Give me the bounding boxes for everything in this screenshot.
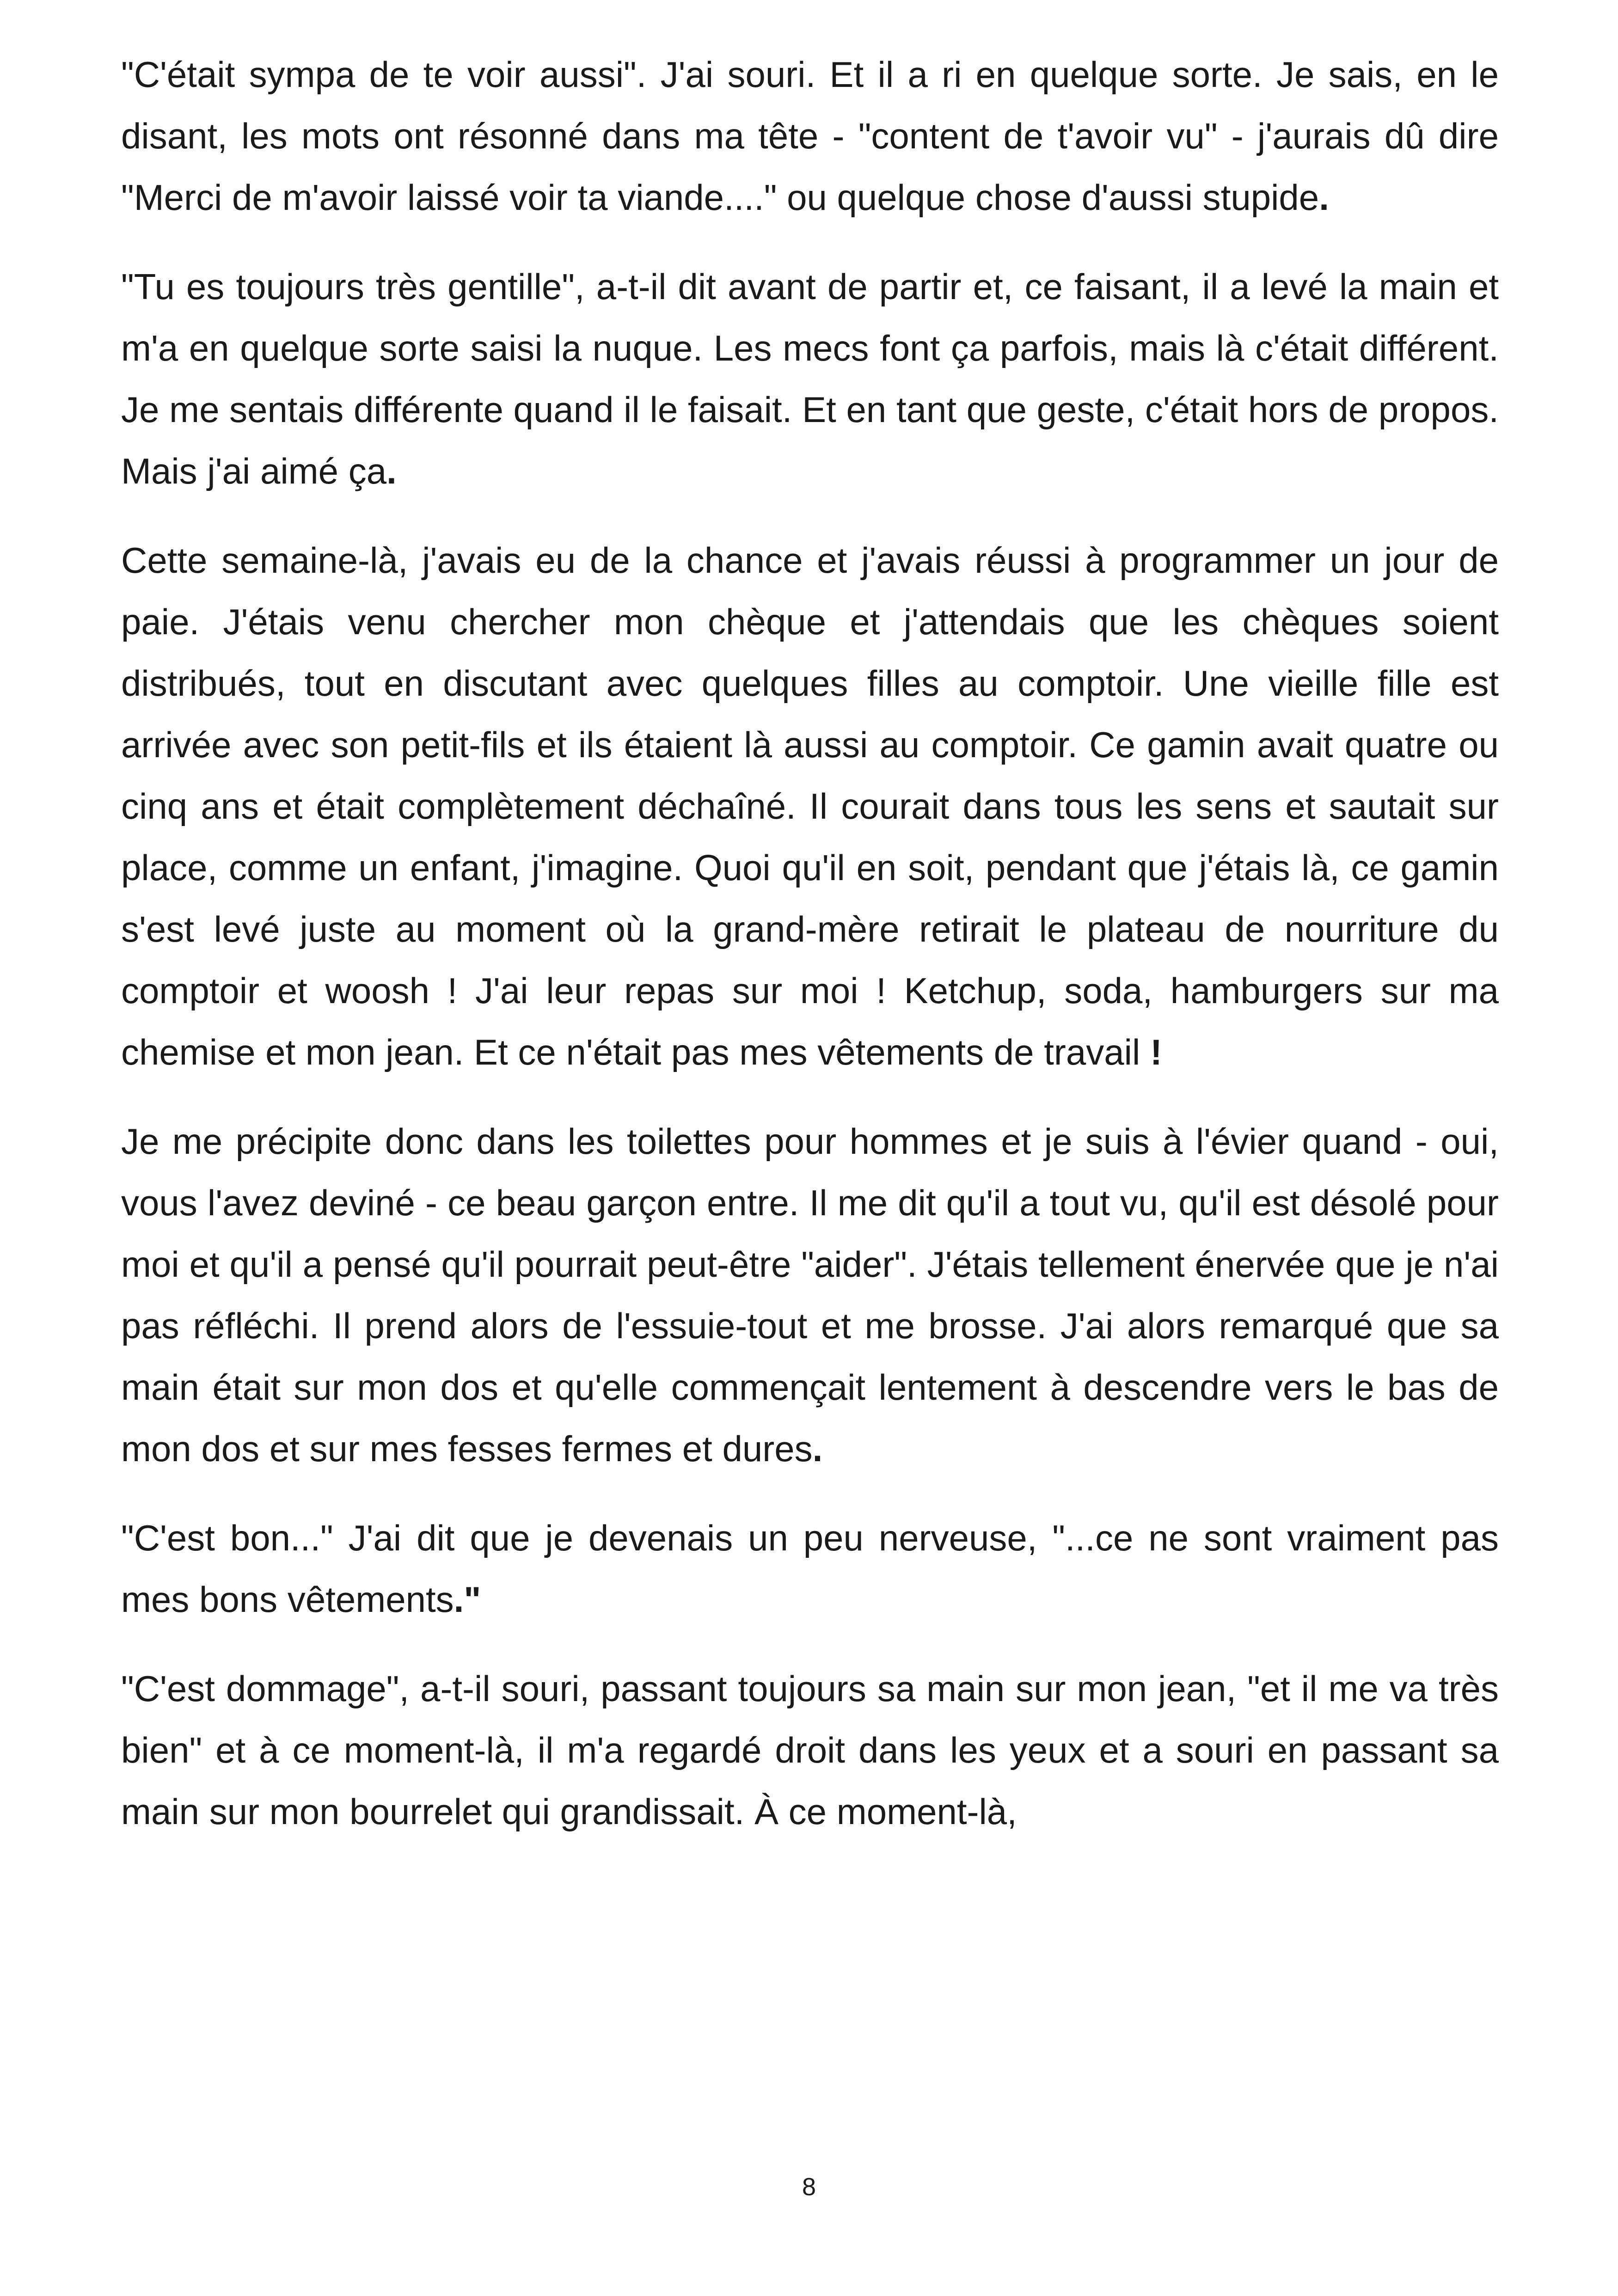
paragraph-1 (121, 44, 1499, 228)
paragraph-3 (121, 530, 1499, 1083)
paragraph-1-text: "C'était sympa de te voir aussi". J'ai souri. Et il a ri en quelque sorte. Je sais, en le disant, les mots ont résonné dans ma tête - "content de t'avoir vu" - j'aurais dû dire "Merci de m'avoir laissé voir ta viande...." ou quelque chose d'aussi stupide (121, 54, 1499, 218)
paragraph-3-end: ! (1150, 1032, 1162, 1072)
paragraph-2-text: "Tu es toujours très gentille", a-t-il dit avant de partir et, ce faisant, il a levé la main et m'a en quelque sorte saisi la nuque. Les mecs font ça parfois, mais là c'était différent. Je me sentais différente quand il le faisait. Et en tant que geste, c'était hors de propos. Mais j'ai aimé ça (121, 266, 1499, 491)
paragraph-5-end: ." (454, 1579, 481, 1620)
paragraph-5 (121, 1507, 1499, 1630)
paragraph-2-end: . (386, 451, 397, 491)
paragraph-3-text: Cette semaine-là, j'avais eu de la chance et j'avais réussi à programmer un jour de paie. J'étais venu chercher mon chèque et j'attendais que les chèques soient distribués, tout en discutant avec quelques filles au comptoir. Une vieille fille est arrivée avec son petit-fils et ils étaient là aussi au comptoir. Ce gamin avait quatre ou cinq ans et était complètement déchaîné. Il courait dans tous les sens et sautait sur place, comme un enfant, j'imagine. Quoi qu'il en soit, pendant que j'étais là, ce gamin s'est levé juste au moment où la grand-mère retirait le plateau de nourriture du comptoir et woosh ! J'ai leur repas sur moi ! Ketchup, soda, hamburgers sur ma chemise et mon jean. Et ce n'était pas mes vêtements de travail (121, 540, 1499, 1072)
paragraph-1-end: . (1319, 177, 1329, 218)
document-body (121, 44, 1499, 1870)
page-number: 8 (802, 2173, 816, 2201)
paragraph-4-end: . (812, 1428, 823, 1469)
paragraph-6-text: "C'est dommage", a-t-il souri, passant toujours sa main sur mon jean, "et il me va très bien" et à ce moment-là, il m'a regardé droit dans les yeux et a souri en passant sa main sur mon bourrelet qui grandissait. À ce moment-là, (121, 1668, 1499, 1832)
paragraph-2 (121, 256, 1499, 502)
paragraph-5-text: "C'est bon..." J'ai dit que je devenais un peu nerveuse, "...ce ne sont vraiment pas mes bons vêtements (121, 1518, 1499, 1620)
paragraph-4 (121, 1111, 1499, 1480)
paragraph-4-text: Je me précipite donc dans les toilettes pour hommes et je suis à l'évier quand - oui, vous l'avez deviné - ce beau garçon entre. Il me dit qu'il a tout vu, qu'il est désolé pour moi et qu'il a pensé qu'il pourrait peut-être "aider". J'étais tellement énervée que je n'ai pas réfléchi. Il prend alors de l'essuie-tout et me brosse. J'ai alors remarqué que sa main était sur mon dos et qu'elle commençait lentement à descendre vers le bas de mon dos et sur mes fesses fermes et dures (121, 1121, 1499, 1469)
paragraph-6 (121, 1658, 1499, 1843)
